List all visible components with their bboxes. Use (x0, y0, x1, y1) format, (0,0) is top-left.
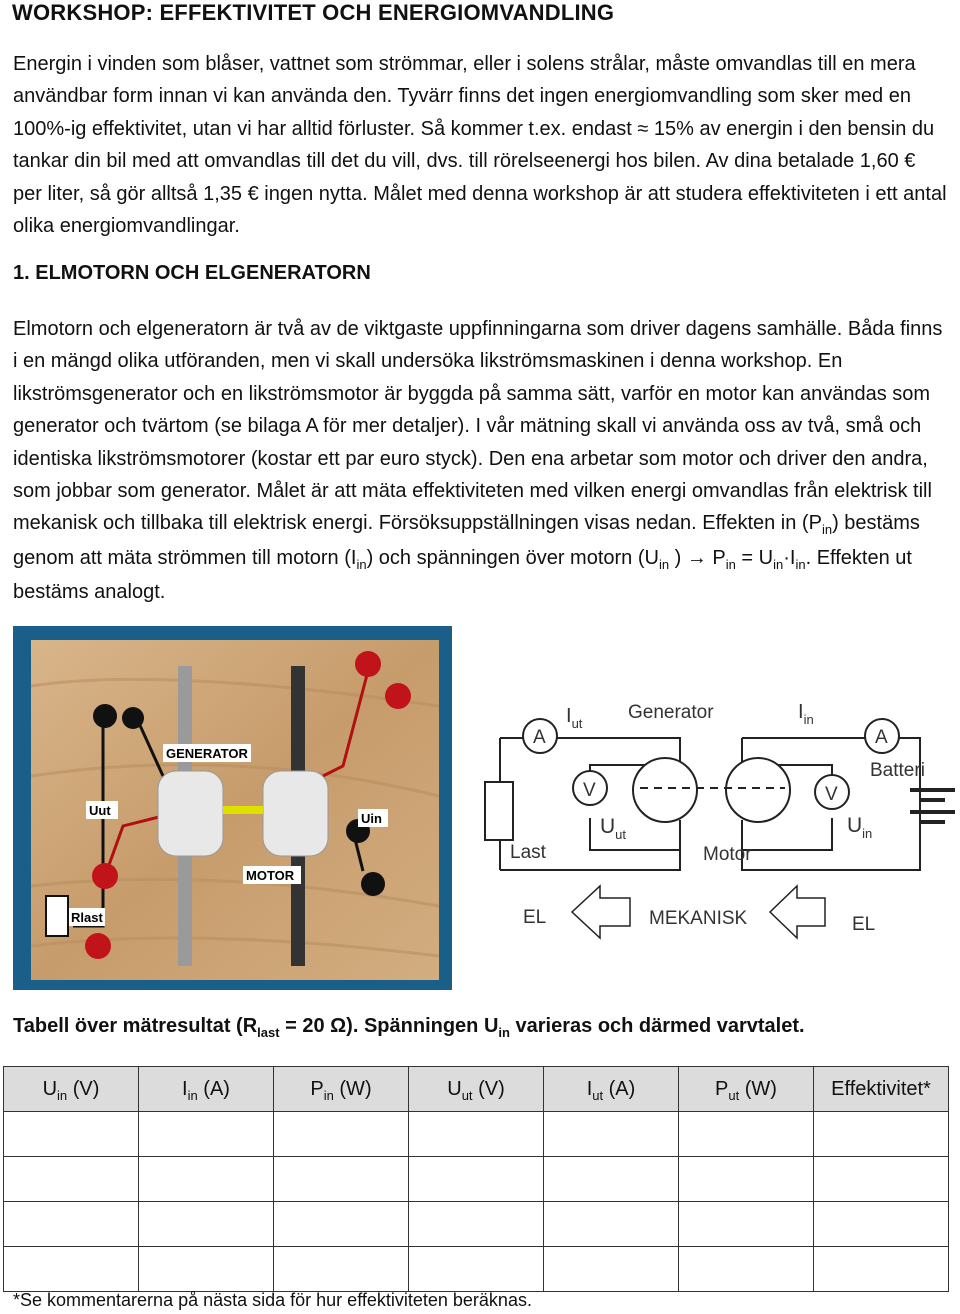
table-cell[interactable] (139, 1202, 274, 1247)
voltmeter-right-label: V (825, 784, 838, 805)
table-header-6: Effektivitet* (814, 1067, 949, 1112)
page-title: WORKSHOP: EFFEKTIVITET OCH ENERGIOMVANDLING (12, 0, 615, 25)
table-cell[interactable] (814, 1157, 949, 1202)
table-cell[interactable] (544, 1157, 679, 1202)
table-cell[interactable] (679, 1112, 814, 1157)
label-uin: Uin (361, 811, 382, 826)
table-header-1: $I_{in}$ (A) (139, 1067, 274, 1112)
table-cell[interactable] (274, 1202, 409, 1247)
ammeter-right-label: A (875, 727, 888, 748)
label-generator: GENERATOR (166, 746, 248, 761)
motor-symbol (726, 758, 790, 822)
table-cell[interactable] (4, 1112, 139, 1157)
setup-photo-drawing (13, 626, 452, 990)
table-header-row (4, 1067, 949, 1112)
table-cell[interactable] (679, 1157, 814, 1202)
i-ut-label: $I_{ut}$ (566, 705, 583, 731)
table-cell[interactable] (274, 1112, 409, 1157)
table-header-0: $U_{in}$ (V) (4, 1067, 139, 1112)
generator-symbol (633, 758, 697, 822)
el-right-label: EL (852, 914, 876, 935)
u-in-label: $U_{in}$ (847, 814, 873, 841)
table-cell[interactable] (814, 1202, 949, 1247)
table-row (4, 1202, 949, 1247)
arrow-left-icon (572, 886, 630, 938)
table-cell[interactable] (679, 1202, 814, 1247)
i-in-label: $I_{in}$ (798, 701, 814, 727)
el-left-label: EL (523, 907, 547, 928)
label-rlast: Rlast (71, 910, 103, 925)
section-heading: 1. ELMOTORN OCH ELGENERATORN (13, 262, 371, 284)
table-caption: Tabell över mätresultat ($R_{last} = 20$ Ω). Spänningen $U_{in}$ varieras och därmed varvtalet. (13, 1015, 805, 1040)
table-cell[interactable] (139, 1157, 274, 1202)
table-cell[interactable] (544, 1247, 679, 1292)
table-cell[interactable] (409, 1112, 544, 1157)
table-cell[interactable] (814, 1112, 949, 1157)
battery-label: Batteri (870, 760, 925, 781)
intro-paragraph: Energin i vinden som blåser, vattnet som strömmar, eller i solens strålar, måste omvandlas till en mera användbar form innan vi kan använda den. Tyvärr finns det ingen energiomvandling som sker med en 100%-ig effektivitet, utan vi har alltid förluster. Så kommer t.ex. endast ≈ 15% av energin i den bensin du tankar din bil med att omvandlas till det du vill, dvs. till rörelseenergi hos bilen. Av dina betalade 1,60 € per liter, så gör alltså 1,35 € ingen nytta. Målet med denna workshop är att studera effektiviteten i ett antal olika energiomvandlingar. (13, 53, 947, 238)
table-cell[interactable] (4, 1202, 139, 1247)
label-motor: MOTOR (246, 868, 295, 883)
setup-photo (13, 626, 452, 990)
table-row (4, 1157, 949, 1202)
table-cell[interactable] (139, 1247, 274, 1292)
table-cell[interactable] (274, 1247, 409, 1292)
load-label: Last (510, 842, 546, 863)
table-row (4, 1112, 949, 1157)
section-paragraph: Elmotorn och elgeneratorn är två av de viktgaste uppfinningarna som driver dagens samhälle. Båda finns i en mängd olika utföranden, men vi skall undersöka likströmsmaskinen i denna workshop. En likströmsgenerator och en likströmsmotor är byggda på samma sätt, varför en motor kan användas som generator och tvärtom (se bilaga A för mer detaljer). I vår mätning skall vi använda oss av två, små och identiska likströmsmotorer (kostar ett par euro styck). Den ena arbetar som motor och driver den andra, som jobbar som generator. Målet är att mäta effektiviteten med vilken energi omvandlas från elektrisk till mekanisk och tillbaka till elektrisk energi. Försöksuppställningen visas nedan. Effekten in $(P_{in})$ bestäms genom att mäta strömmen till motorn $(I_{in})$ och spänningen över motorn ($U_{in}$ ) → $P_{in} = U_{in}\cdot I_{in}$. Effekten ut bestäms analogt. (13, 318, 943, 604)
u-ut-label: $U_{ut}$ (600, 815, 627, 842)
table-cell[interactable] (4, 1247, 139, 1292)
table-cell[interactable] (409, 1247, 544, 1292)
table-cell[interactable] (544, 1112, 679, 1157)
table-header-4: $I_{ut}$ (A) (544, 1067, 679, 1112)
circuit-diagram (480, 690, 960, 950)
table-cell[interactable] (679, 1247, 814, 1292)
battery-symbol (910, 790, 955, 822)
table-row (4, 1247, 949, 1292)
results-table (3, 1066, 949, 1292)
mekanisk-label: MEKANISK (649, 908, 748, 929)
table-cell[interactable] (544, 1202, 679, 1247)
table-cell[interactable] (409, 1202, 544, 1247)
generator-label: Generator (628, 702, 714, 723)
table-cell[interactable] (274, 1157, 409, 1202)
ammeter-left-label: A (533, 727, 546, 748)
arrow-right-icon (770, 886, 825, 938)
table-cell[interactable] (4, 1157, 139, 1202)
table-header-5: $P_{ut}$ (W) (679, 1067, 814, 1112)
table-cell[interactable] (139, 1112, 274, 1157)
table-cell[interactable] (814, 1247, 949, 1292)
table-header-3: $U_{ut}$ (V) (409, 1067, 544, 1112)
motor-label: Motor (703, 844, 752, 865)
table-cell[interactable] (409, 1157, 544, 1202)
voltmeter-left-label: V (583, 780, 596, 801)
load-resistor (485, 782, 513, 840)
label-uut: Uut (89, 803, 111, 818)
footnote: *Se kommentarerna på nästa sida för hur effektiviteten beräknas. (13, 1290, 532, 1310)
table-header-2: $P_{in}$ (W) (274, 1067, 409, 1112)
